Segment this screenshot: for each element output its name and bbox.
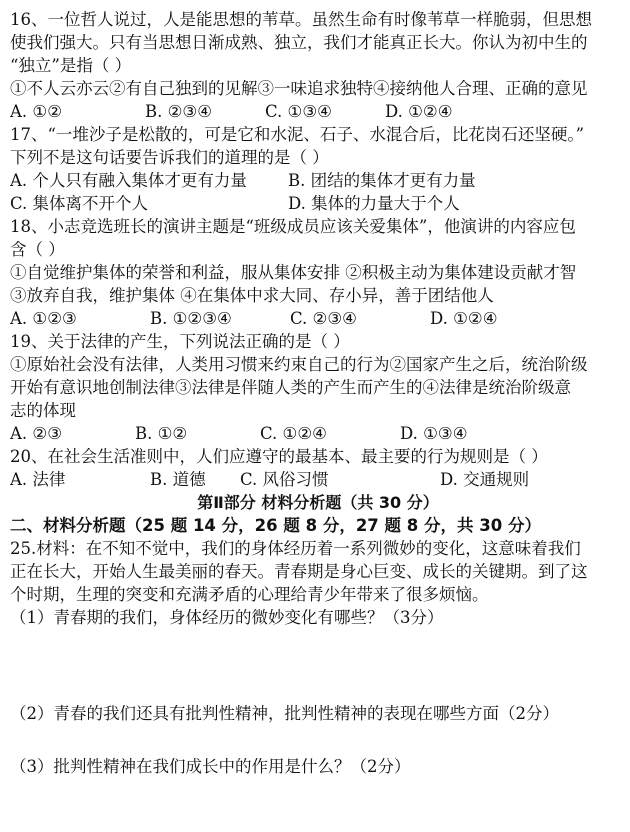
question-19-statements-line-3: 志的体现 — [10, 401, 76, 420]
answer-space-2 — [10, 725, 626, 755]
question-17-stem-line-1: 17、“一堆沙子是松散的，可是它和水泥、石子、水混合后，比花岗石还坚硬。” — [10, 125, 585, 144]
question-19 — [10, 330, 626, 445]
option-c: C. ②③④ — [290, 309, 357, 328]
answer-space-1 — [10, 629, 626, 679]
question-18-options — [10, 307, 626, 330]
question-25-material-line-3: 个时期，生理的突变和充满矛盾的心理给青少年带来了很多烦恼。 — [10, 585, 489, 604]
option-a: A. ①②③ — [10, 309, 77, 328]
question-18-statements-line-2: ③放弃自我，维护集体 ④在集体中求大同、存小异，善于团结他人 — [10, 286, 494, 305]
question-25-sub-2: （2）青春的我们还具有批判性精神，批判性精神的表现在哪些方面（2分） — [10, 704, 559, 723]
question-17 — [10, 123, 626, 215]
option-b: B. ①②③④ — [150, 309, 232, 328]
question-16 — [10, 8, 626, 123]
answer-space-1b — [10, 679, 626, 702]
question-19-statements-line-1: ①原始社会没有法律，人类用习惯来约束自己的行为②国家产生之后，统治阶级 — [10, 355, 588, 374]
option-d: D. ①③④ — [400, 424, 468, 443]
question-16-stem-line-1: 16、一位哲人说过，人是能思想的苇草。虽然生命有时像苇草一样脆弱，但思想 — [10, 10, 592, 29]
option-b: B. ①② — [135, 424, 188, 443]
question-18-statements-line-1: ①自觉维护集体的荣誉和利益，服从集体安排 ②积极主动为集体建设贡献才智 — [10, 263, 577, 282]
question-16-options — [10, 100, 626, 123]
exam-page — [10, 8, 626, 778]
option-b: B. ②③④ — [145, 102, 212, 121]
option-a: A. ②③ — [10, 424, 62, 443]
question-16-stem-line-2: 使我们强大。只有当思想日渐成熟、独立，我们才能真正长大。你认为初中生的 — [10, 33, 588, 52]
question-25 — [10, 537, 626, 778]
question-17-options-row-1 — [10, 169, 626, 192]
question-19-statements-line-2: 开始有意识地创制法律③法律是伴随人类的产生而产生的④法律是统治阶级意 — [10, 378, 571, 397]
option-c: C. ①②④ — [260, 424, 327, 443]
question-20-stem: 20、在社会生活准则中，人们应遵守的最基本、最主要的行为规则是（ ） — [10, 447, 548, 466]
question-25-material-line-1: 25.材料：在不知不觉中，我们的身体经历着一系列微妙的变化，这意味着我们 — [10, 539, 581, 558]
option-d: D. ①②④ — [430, 309, 498, 328]
question-19-stem: 19、关于法律的产生，下列说法正确的是（ ） — [10, 332, 350, 351]
question-16-stem-line-3: “独立”是指（ ） — [10, 56, 132, 75]
question-19-options — [10, 422, 626, 445]
option-d: D. 交通规则 — [440, 470, 530, 489]
question-16-statements: ①不人云亦云②有自己独到的见解③一味追求独特④接纳他人合理、正确的意见 — [10, 79, 588, 98]
question-18-stem-line-2: 含（ ） — [10, 240, 65, 259]
option-a: A. 法律 — [10, 470, 66, 489]
part-2-heading: 第Ⅱ部分 材料分析题（共 30 分） — [197, 493, 439, 512]
option-d: D. ①②④ — [385, 102, 453, 121]
question-20-options — [10, 468, 626, 491]
question-25-sub-1: （1）青春期的我们，身体经历的微妙变化有哪些？（3分） — [10, 608, 444, 627]
question-20 — [10, 445, 626, 491]
option-a: A. 个人只有融入集体才更有力量 — [10, 171, 247, 190]
question-17-stem-line-2: 下列不是这句话要告诉我们的道理的是（ ） — [10, 148, 329, 167]
question-18-stem-line-1: 18、小志竞选班长的演讲主题是“班级成员应该关爱集体”，他演讲的内容应包 — [10, 217, 576, 236]
option-b: B. 团结的集体才更有力量 — [288, 171, 476, 190]
section-2-title: 二、材料分析题（25 题 14 分，26 题 8 分，27 题 8 分，共 30 分） — [10, 516, 541, 535]
option-c: C. 集体离不开个人 — [10, 194, 149, 213]
option-c: C. ①③④ — [265, 102, 332, 121]
question-25-material-line-2: 正在长大，开始人生最美丽的春天。青春期是身心巨变、成长的关键期。到了这 — [10, 562, 588, 581]
question-18 — [10, 215, 626, 330]
question-25-sub-3: （3）批判性精神在我们成长中的作用是什么？（2分） — [10, 757, 411, 776]
option-d: D. 集体的力量大于个人 — [288, 194, 460, 213]
option-b: B. 道德 — [150, 470, 206, 489]
option-c: C. 风俗习惯 — [240, 470, 329, 489]
question-17-options-row-2 — [10, 192, 626, 215]
option-a: A. ①② — [10, 102, 62, 121]
